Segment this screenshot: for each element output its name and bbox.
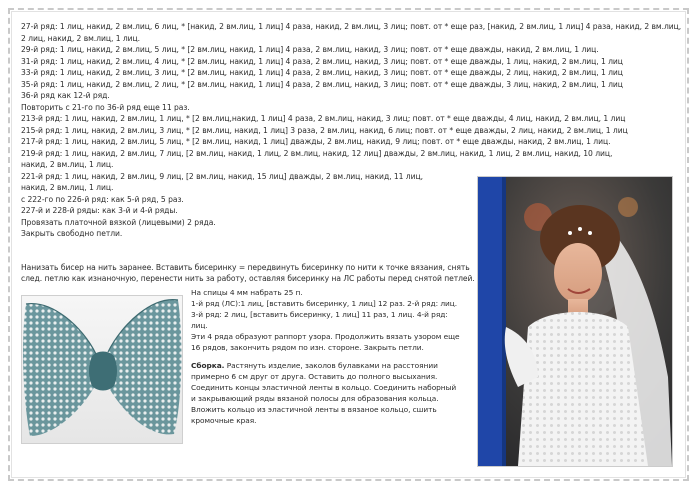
pattern-line: 227-й и 228-й ряды: как 3-й и 4-й ряды. [21, 206, 178, 215]
band-line: 1-й ряд (ЛС):1 лиц, [вставить бисеринку, 1 лиц] 12 раз. 2-й ряд: лиц. [191, 299, 458, 309]
pattern-line: Повторить с 21-го по 36-й ряд еще 11 раз. [21, 102, 190, 112]
pattern-line: накид, 2 вм.лиц, 1 лиц. [21, 160, 114, 169]
pattern-line: 33-й ряд: 1 лиц, накид, 2 вм.лиц, 3 лиц, * [2 вм.лиц, накид, 1 лиц] 4 раза, 2 вм.лиц, накид, 3 лиц; повт. от * еще дважды, 2 лиц, накид, 2 вм.лиц, 1 лиц [21, 68, 623, 77]
assembly-line: кромочные края. [191, 416, 257, 426]
pattern-line: 29-й ряд: 1 лиц, накид, 2 вм.лиц, 5 лиц, * [2 вм.лиц, накид, 1 лиц] 4 раза, 2 вм.лиц, накид, 3 лиц; повт. от * еще дважды, накид, 2 вм.лиц, 1 лиц. [21, 45, 599, 54]
assembly-line: и закрывающий ряды вязаной полосы для образования кольца. [191, 393, 439, 403]
assembly-text: Растянуть изделие, заколов булавками на расстоянии [224, 360, 438, 370]
bride-photo [477, 176, 673, 467]
bride-wearing-shawl-image [478, 177, 672, 466]
pattern-line: с 222-го по 226-й ряд: как 5-й ряд, 5 раз. [21, 194, 184, 204]
band-line: 3-й ряд: 2 лиц, [вставить бисеринку, 1 лиц] 11 раз, 1 лиц. 4-й ряд: [191, 310, 448, 320]
pattern-line: накид, 2 вм.лиц, 1 лиц. [21, 183, 114, 192]
band-line: лиц. [191, 321, 208, 331]
pattern-line: Закрыть свободно петли. [21, 229, 123, 238]
assembly-line: Вложить кольцо из эластичной ленты в вязаное кольцо, сшить [191, 404, 437, 414]
pattern-line: 27-й ряд: 1 лиц, накид, 2 вм.лиц, 6 лиц, * [накид, 2 вм.лиц, 1 лиц] 4 раза, накид, 2 вм.лиц, 3 лиц; повт. от * еще раз, [накид, 2 вм.лиц, 1 лиц] 4 раза, накид, 2 вм.лиц, [21, 22, 681, 31]
pattern-line: 31-й ряд: 1 лиц, накид, 2 вм.лиц, 4 лиц, * [2 вм.лиц, накид, 1 лиц] 4 раза, 2 вм.лиц, накид, 3 лиц; повт. от * еще дважды, 1 лиц, накид, 2 вм.лиц, 1 лиц [21, 56, 623, 66]
bead-instructions [21, 262, 476, 284]
pattern-line: 219-й ряд: 1 лиц, накид, 2 вм.лиц, 7 лиц, [2 вм.лиц, накид, 1 лиц, 2 вм.лиц, накид, 12 лиц] дважды, 2 вм.лиц, накид, 1 лиц, 2 вм.лиц, накид, 10 лиц, [21, 148, 613, 158]
pattern-line: 215-й ряд: 1 лиц, накид, 2 вм.лиц, 3 лиц, * [2 вм.лиц, накид, 1 лиц] 3 раза, 2 вм.лиц, накид, 6 лиц; повт. от * еще дважды, 2 лиц, накид, 2 вм.лиц, 1 лиц [21, 125, 628, 135]
bead-line: след. петлю как изнаночную, перенести нить за работу, оставляя бисеринку на ЛС работы перед снятой петлей. [21, 274, 475, 284]
assembly-line: примерно 6 см друг от друга. Оставить до полного высыхания. [191, 371, 438, 381]
pattern-line: Провязать платочной вязкой (лицевыми) 2 ряда. [21, 217, 216, 227]
band-line: 16 рядов, закончить рядом по изн. стороне. Закрыть петли. [191, 343, 424, 353]
lace-bow-image [22, 296, 182, 443]
pattern-line: 221-й ряд: 1 лиц, накид, 2 вм.лиц, 9 лиц, [2 вм.лиц, накид, 15 лиц] дважды, 2 вм.лиц, накид, 11 лиц, [21, 171, 423, 181]
bead-line: Нанизать бисер на нить заранее. Вставить бисеринку = передвинуть бисеринку по нити к точке вязания, снять [21, 263, 470, 272]
pattern-line: 36-й ряд как 12-й ряд. [21, 91, 110, 100]
band-line: Эти 4 ряда образуют раппорт узора. Продолжить вязать узором еще [191, 332, 460, 342]
assembly-line [191, 360, 476, 371]
assembly-heading: Сборка. [191, 360, 225, 370]
pattern-line: 213-й ряд: 1 лиц, накид, 2 вм.лиц, 1 лиц, * [2 вм.лиц,накид, 1 лиц] 4 раза, 2 вм.лиц, накид, 3 лиц; повт. от * еще дважды, 4 лиц, накид, 2 вм.лиц, 1 лиц [21, 114, 626, 123]
pattern-line: 35-й ряд: 1 лиц, накид, 2 вм.лиц, 2 лиц, * [2 вм.лиц, накид, 1 лиц] 4 раза, 2 вм.лиц, накид, 3 лиц; повт. от * еще дважды, 3 лиц, накид, 2 вм.лиц, 1 лиц [21, 79, 623, 89]
pattern-line: 217-й ряд: 1 лиц, накид, 2 вм.лиц, 5 лиц, * [2 вм.лиц, накид, 1 лиц] дважды, 2 вм.лиц, накид, 9 лиц; повт. от * еще дважды, накид, 2 вм.лиц, 1 лиц. [21, 137, 611, 146]
lace-swatch-photo [21, 295, 183, 444]
band-line: На спицы 4 мм набрать 25 п. [191, 288, 303, 297]
assembly-line: Соединить концы эластичной ленты в кольцо. Соединить наборный [191, 382, 457, 392]
pattern-line: 2 лиц, накид, 2 вм.лиц, 1 лиц. [21, 33, 141, 43]
band-instructions [191, 287, 476, 426]
